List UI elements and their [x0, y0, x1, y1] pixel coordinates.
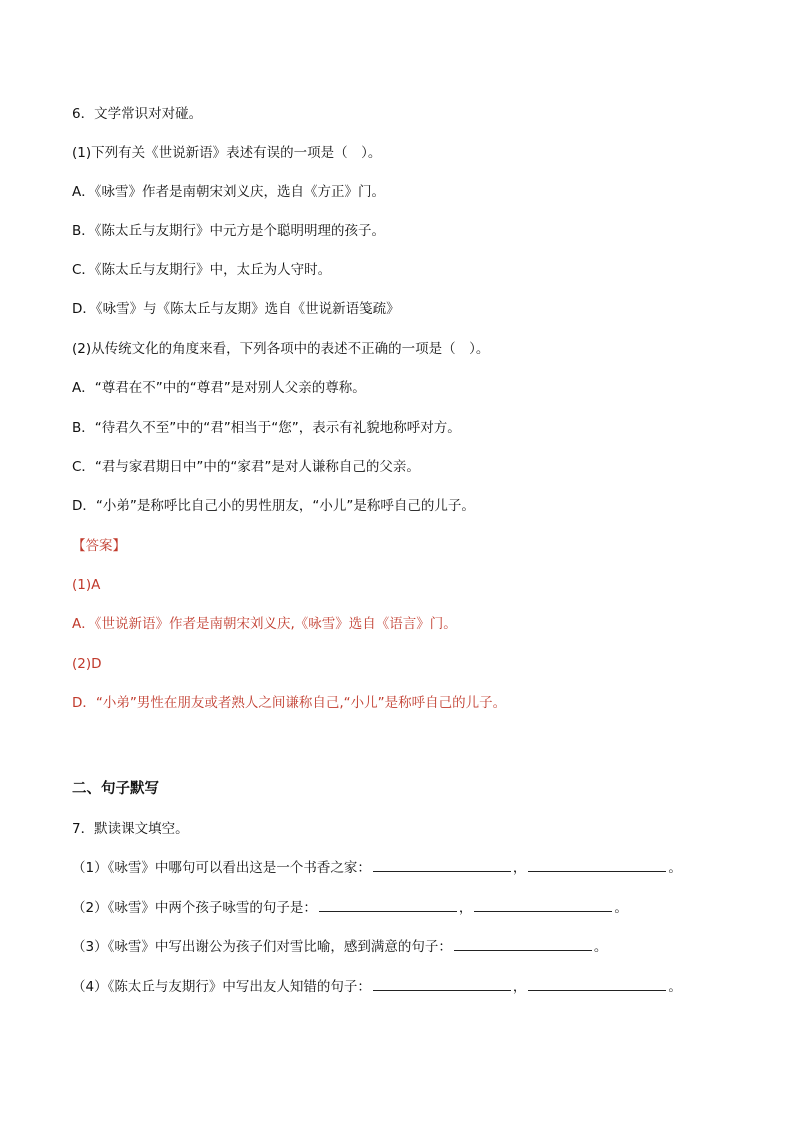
question-6-1-stem: (1)下列有关《世说新语》表述有误的一项是（ ）。	[72, 145, 382, 161]
fill-item-separator: ，	[512, 860, 527, 876]
option-d: D．“小弟”是称呼比自己小的男性朋友，“小儿”是称呼自己的儿子。	[72, 498, 475, 514]
fill-item-separator: ，	[512, 979, 527, 995]
fill-item-end: 。	[593, 939, 608, 955]
fill-item-end: 。	[614, 900, 628, 916]
fill-item-3	[72, 936, 607, 957]
fill-item-prefix: （3）《咏雪》中写出谢公为孩子们对雪比喻，感到满意的句子：	[72, 939, 452, 955]
fill-item-separator: ，	[458, 900, 473, 916]
fill-item-end: 。	[668, 979, 682, 995]
option-a: A．“尊君在不”中的“尊君”是对别人父亲的尊称。	[72, 380, 366, 396]
question-6-2-stem: (2)从传统文化的角度来看，下列各项中的表述不正确的一项是（ ）。	[72, 341, 490, 357]
answer-blank[interactable]	[373, 857, 511, 872]
fill-item-prefix: （1）《咏雪》中哪句可以看出这是一个书香之家：	[72, 860, 371, 876]
fill-item-end: 。	[668, 860, 682, 876]
option-a: A．《咏雪》作者是南朝宋刘义庆，选自《方正》门。	[72, 184, 385, 200]
fill-item-4	[72, 976, 682, 997]
option-b: B．“待君久不至”中的“君”相当于“您”，表示有礼貌地称呼对方。	[72, 420, 461, 436]
section-2-title: 二、句子默写	[72, 781, 159, 797]
option-b: B．《陈太丘与友期行》中元方是个聪明明理的孩子。	[72, 223, 386, 239]
question-6-title: 6．文学常识对对碰。	[72, 106, 203, 122]
answer-blank[interactable]	[373, 976, 511, 991]
answer-2-explanation: D．“小弟”男性在朋友或者熟人之间谦称自己,“小儿”是称呼自己的儿子。	[72, 695, 507, 711]
answer-blank[interactable]	[454, 936, 592, 951]
option-d: D．《咏雪》与《陈太丘与友期》选自《世说新语笺疏》	[72, 301, 400, 317]
fill-item-2	[72, 897, 628, 918]
fill-item-prefix: （2）《咏雪》中两个孩子咏雪的句子是：	[72, 900, 317, 916]
answer-blank[interactable]	[474, 897, 612, 912]
option-c: C．“君与家君期日中”中的“家君”是对人谦称自己的父亲。	[72, 459, 420, 475]
answer-1: (1)A	[72, 577, 101, 593]
answer-blank[interactable]	[319, 897, 457, 912]
option-c: C．《陈太丘与友期行》中，太丘为人守时。	[72, 262, 332, 278]
answer-header: 【答案】	[72, 538, 126, 554]
answer-blank[interactable]	[528, 857, 666, 872]
question-7-title: 7．默读课文填空。	[72, 821, 189, 837]
answer-2: (2)D	[72, 656, 102, 672]
answer-1-explanation: A．《世说新语》作者是南朝宋刘义庆,《咏雪》选自《语言》门。	[72, 616, 457, 632]
fill-item-prefix: （4）《陈太丘与友期行》中写出友人知错的句子：	[72, 979, 371, 995]
fill-item-1	[72, 857, 682, 878]
answer-blank[interactable]	[528, 976, 666, 991]
